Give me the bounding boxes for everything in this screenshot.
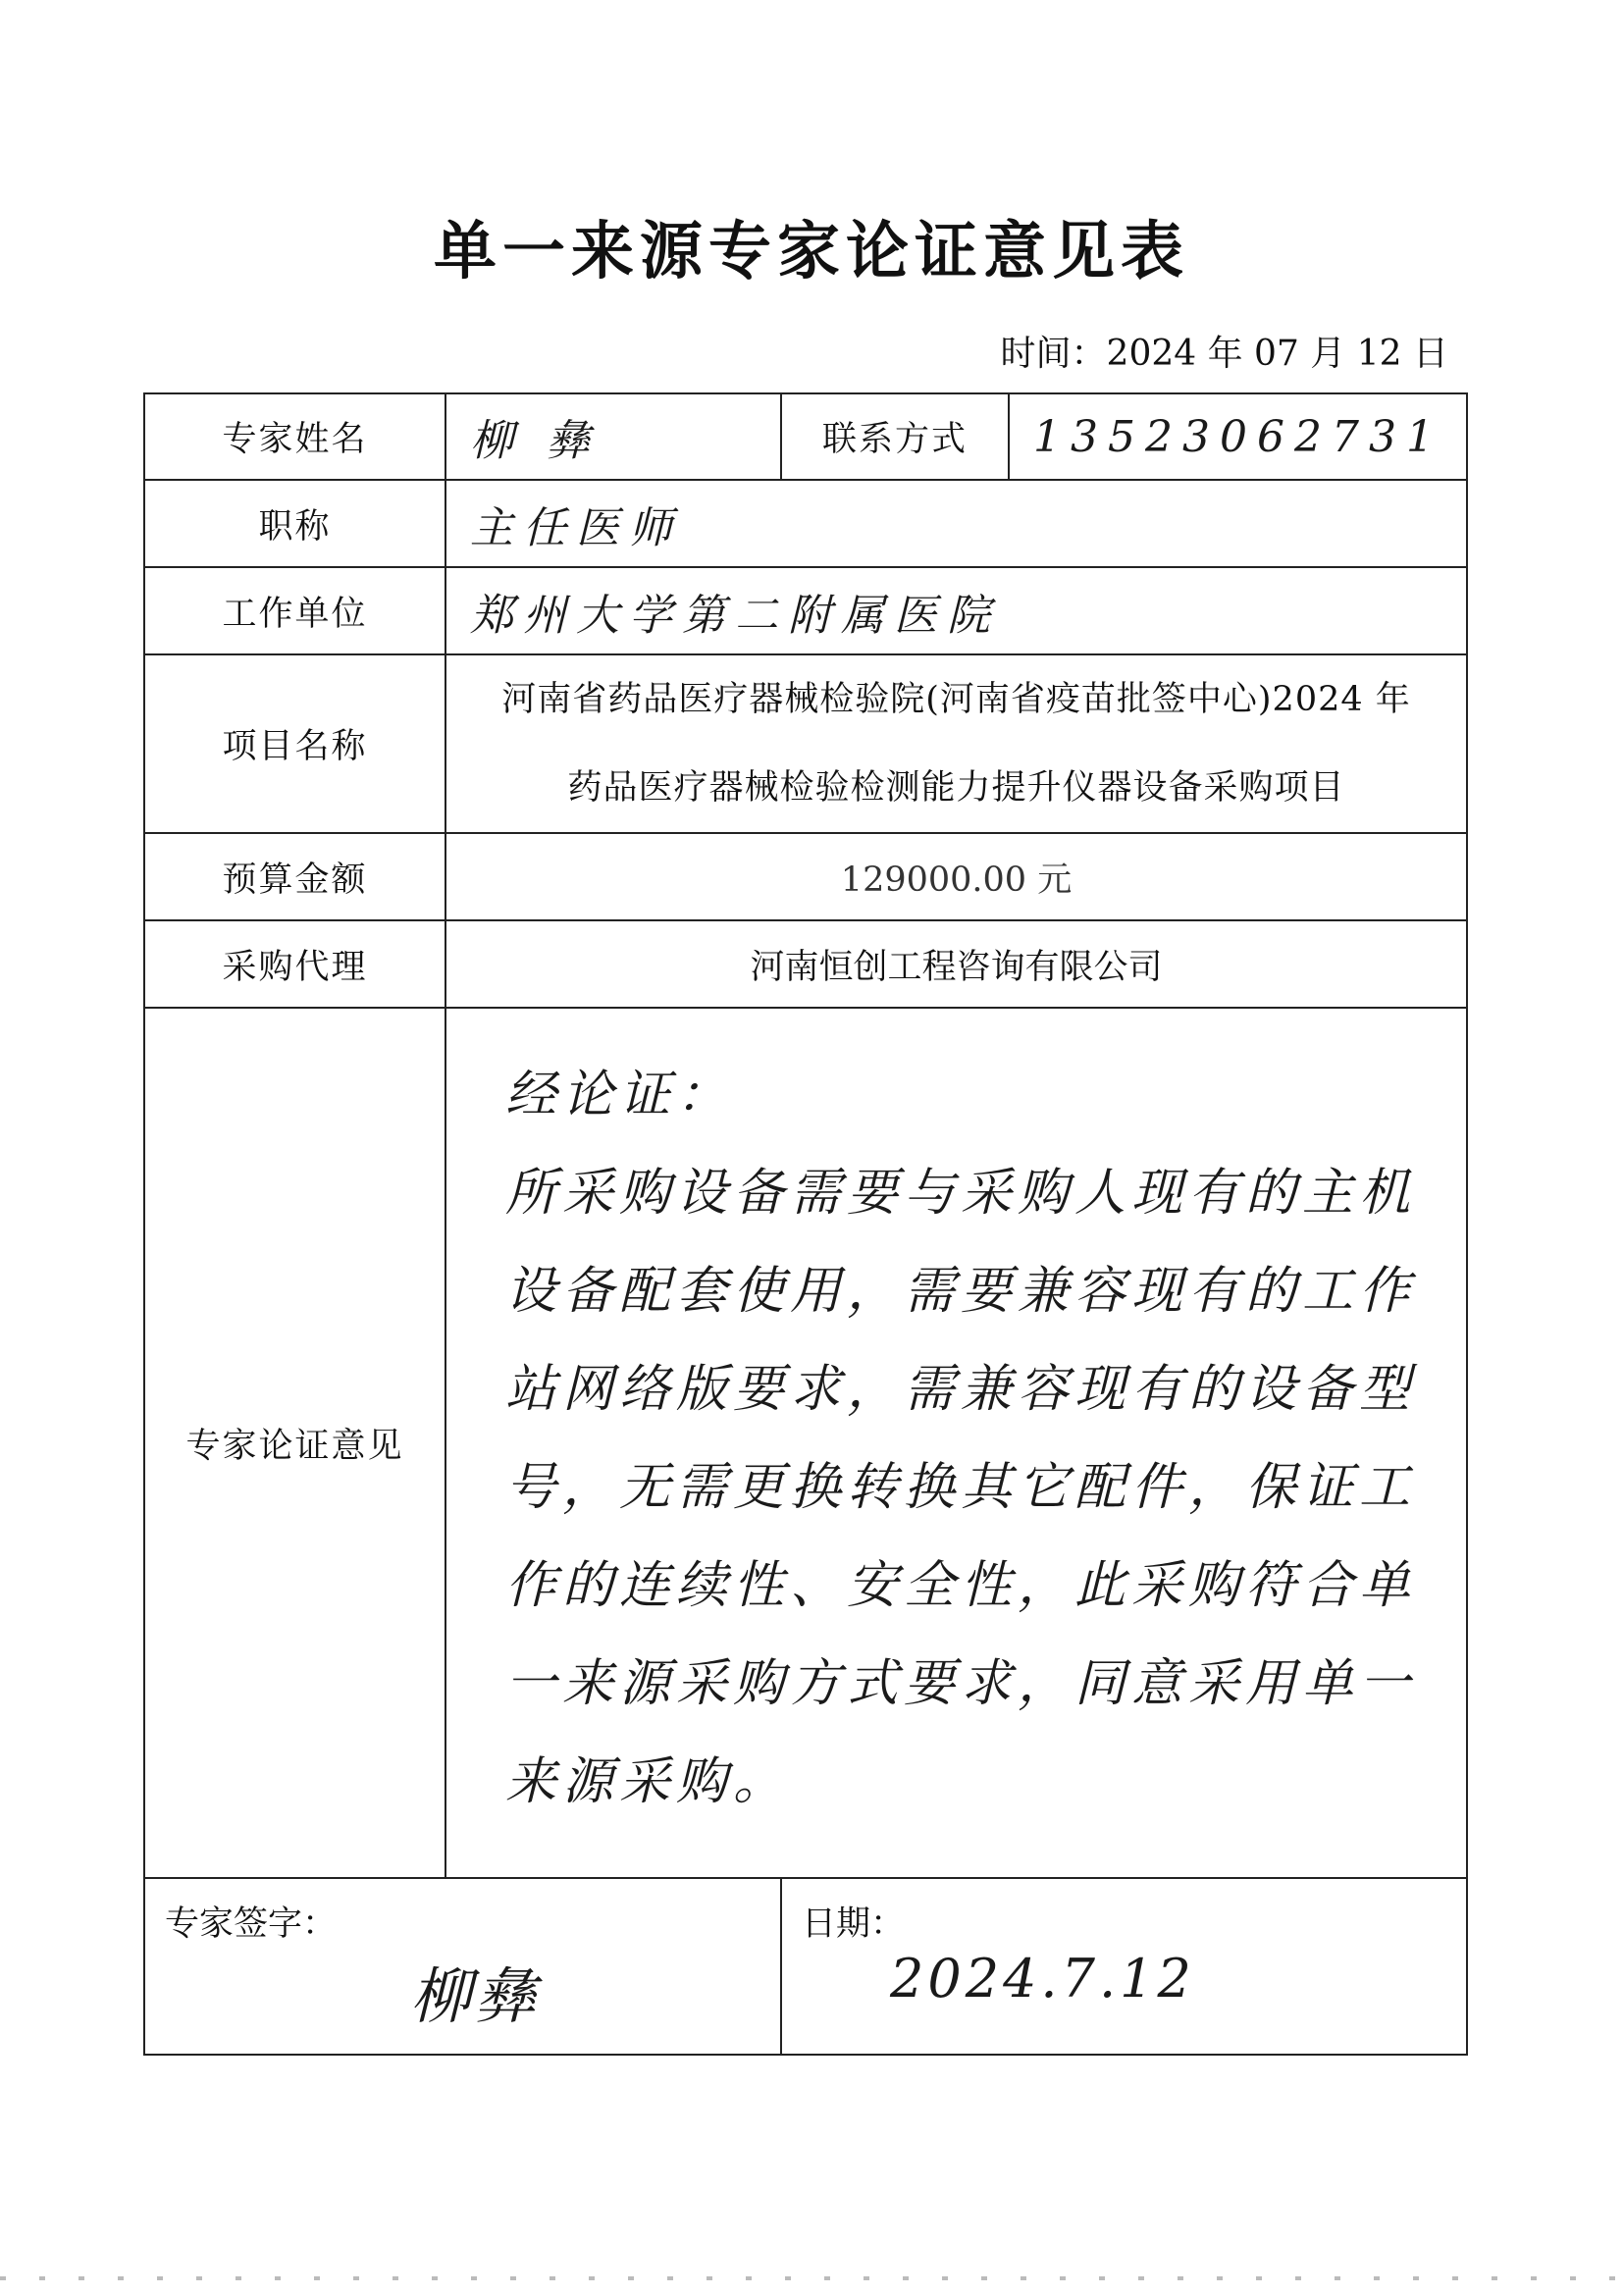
- work-unit-label: 工作单位: [144, 567, 445, 654]
- job-title-value: 主任医师: [445, 480, 1467, 567]
- expert-name-label: 专家姓名: [144, 393, 445, 480]
- budget-label: 预算金额: [144, 833, 445, 920]
- date-label: 日期：: [802, 1905, 906, 1944]
- document-title: 单一来源专家论证意见表: [434, 216, 1189, 288]
- date-handwriting: 2024.7.12: [890, 1948, 1195, 2009]
- budget-value: 129000.00 元: [445, 833, 1467, 920]
- row-expert-name: [144, 393, 1467, 480]
- project-label: 项目名称: [144, 654, 445, 833]
- opinion-body: 所采购设备需要与采购人现有的主机设备配套使用，需要兼容现有的工作站网络版要求，需兼容现有的设备型号，无需更换转换其它配件，保证工作的连续性、安全性，此采购符合单一来源采购方式要求，同意采用单一来源采购。: [505, 1164, 1417, 1811]
- agent-label: 采购代理: [144, 920, 445, 1008]
- project-line-2: 药品医疗器械检验检测能力提升仪器设备采购项目: [567, 768, 1345, 808]
- project-line-1: 河南省药品医疗器械检验院(河南省疫苗批签中心)2024 年: [501, 680, 1411, 719]
- row-signature: [144, 1878, 1467, 2055]
- agent-value: 河南恒创工程咨询有限公司: [445, 920, 1467, 1008]
- opinion-label: 专家论证意见: [144, 1008, 445, 1878]
- row-opinion: [144, 1008, 1467, 1878]
- row-project: [144, 654, 1467, 833]
- document-date: 时间：2024 年 07 月 12 日: [1000, 334, 1448, 374]
- opinion-handwriting: [446, 1009, 1466, 1831]
- contact-label: 联系方式: [781, 393, 1009, 480]
- signature-handwriting: 柳彝: [410, 1960, 541, 2032]
- scan-noise-line: [0, 2276, 1623, 2280]
- opinion-cell: [445, 1008, 1467, 1878]
- expert-name-value: 柳 彝: [445, 393, 781, 480]
- opinion-head: 经论证：: [505, 1066, 734, 1124]
- project-value: [445, 654, 1467, 833]
- expert-opinion-form: [143, 392, 1468, 2056]
- row-agent: [144, 920, 1467, 1008]
- date-cell: [781, 1878, 1467, 2055]
- row-work-unit: [144, 567, 1467, 654]
- row-budget: [144, 833, 1467, 920]
- contact-value: 13523062731: [1009, 393, 1467, 480]
- row-title: [144, 480, 1467, 567]
- signature-label: 专家签字：: [165, 1905, 338, 1944]
- job-title-label: 职称: [144, 480, 445, 567]
- work-unit-value: 郑州大学第二附属医院: [445, 567, 1467, 654]
- signature-cell: [144, 1878, 781, 2055]
